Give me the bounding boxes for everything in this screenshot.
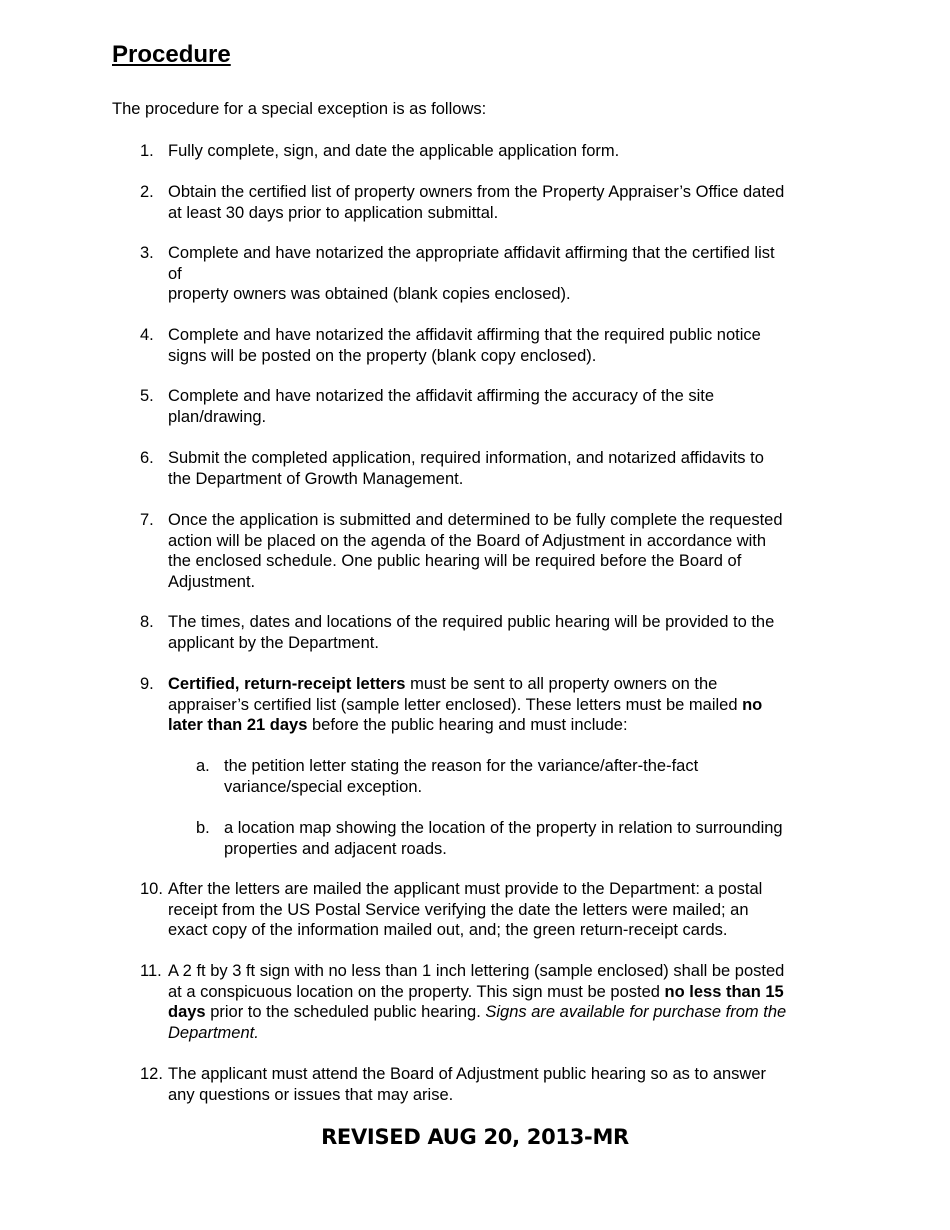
- item-text: [168, 1023, 845, 1044]
- list-item: [140, 879, 845, 941]
- item-text: signs will be posted on the property (blank copy enclosed).: [168, 346, 597, 365]
- item-number: 7.: [140, 511, 154, 529]
- item-text: Fully complete, sign, and date the applicable application form.: [168, 142, 620, 160]
- item-number: 4.: [140, 326, 154, 344]
- item-number: 3.: [140, 244, 154, 262]
- item-number: 9.: [140, 675, 154, 693]
- item-text: Complete and have notarized the affidavit affirming the accuracy of the site: [168, 387, 715, 405]
- item-number: 1.: [140, 142, 154, 160]
- item-text: of: [168, 264, 182, 283]
- list-item: [140, 243, 845, 284]
- item-text: property owners was obtained (blank copies enclosed).: [168, 285, 571, 303]
- item-text-part: appraiser’s certified list (sample letter enclosed). These letters must be mailed: [168, 695, 743, 714]
- item-text: After the letters are mailed the applicant must provide to the Department: a postal: [168, 880, 763, 898]
- item-text: The times, dates and locations of the required public hearing will be provided to the: [168, 613, 775, 631]
- emphasis-text: days: [168, 1003, 206, 1021]
- emphasis-text: Certified, return-receipt letters: [168, 675, 406, 693]
- item-text: action will be placed on the agenda of the Board of Adjustment in accordance with: [168, 531, 767, 550]
- emphasis-text: later than 21 days: [168, 716, 308, 734]
- item-text: plan/drawing.: [168, 407, 267, 426]
- item-text: [168, 982, 845, 1003]
- item-text: Complete and have notarized the affidavit affirming that the required public notice: [168, 326, 761, 344]
- italic-text: Signs are available for purchase from the: [485, 1003, 787, 1021]
- item-text: a location map showing the location of the property in relation to surrounding: [224, 819, 783, 837]
- item-number: 12.: [140, 1065, 163, 1083]
- list-item-continuation: [140, 284, 845, 305]
- list-item: [140, 1064, 845, 1105]
- item-text: receipt from the US Postal Service verifying the date the letters were mailed; an: [168, 900, 749, 919]
- page-title: Procedure: [112, 41, 231, 68]
- sub-item-letter: a.: [196, 757, 210, 775]
- item-text: the petition letter stating the reason for the variance/after-the-fact: [224, 757, 699, 775]
- list-item: [140, 448, 845, 489]
- item-text: Submit the completed application, required information, and notarized affidavits to: [168, 449, 764, 467]
- item-text-part: before the public hearing and must include:: [307, 716, 628, 734]
- item-text: variance/special exception.: [224, 777, 423, 796]
- list-item: [140, 961, 845, 1043]
- emphasis-text: no less than 15: [664, 982, 784, 1001]
- italic-text: Department.: [168, 1023, 259, 1042]
- item-number: 10.: [140, 880, 163, 898]
- list-item: [140, 510, 845, 592]
- item-text: A 2 ft by 3 ft sign with no less than 1 inch lettering (sample enclosed) shall be posted: [168, 962, 785, 980]
- item-text: [168, 695, 845, 716]
- item-text: exact copy of the information mailed out, and; the green return-receipt cards.: [168, 921, 728, 939]
- list-item: [140, 386, 845, 427]
- list-item: [140, 612, 845, 653]
- item-number: 11.: [140, 962, 162, 980]
- sub-item-letter: b.: [196, 819, 210, 837]
- sub-list-item: [196, 756, 846, 797]
- item-text: the enclosed schedule. One public hearing will be required before the Board of: [168, 552, 742, 570]
- item-number: 8.: [140, 613, 154, 631]
- item-text: the Department of Growth Management.: [168, 469, 464, 488]
- item-text: [168, 715, 845, 736]
- item-text: Obtain the certified list of property owners from the Property Appraiser’s Office dated: [168, 183, 785, 201]
- item-number: 5.: [140, 387, 154, 405]
- item-text: Complete and have notarized the appropriate affidavit affirming that the certified list: [168, 244, 775, 262]
- sub-list-item: [196, 818, 846, 859]
- list-item: [140, 325, 845, 366]
- intro-text: The procedure for a special exception is as follows:: [112, 100, 487, 118]
- list-item: [140, 141, 845, 162]
- item-number: 6.: [140, 449, 154, 467]
- item-text: Once the application is submitted and determined to be fully complete the requested: [168, 511, 783, 529]
- item-text: at least 30 days prior to application submittal.: [168, 203, 499, 222]
- list-item: [140, 674, 845, 736]
- item-text-part: prior to the scheduled public hearing.: [205, 1003, 486, 1021]
- item-text-part: must be sent to all property owners on the: [405, 675, 718, 693]
- item-text: properties and adjacent roads.: [224, 839, 447, 858]
- item-text-part: at a conspicuous location on the property. This sign must be posted: [168, 982, 665, 1001]
- item-text: Adjustment.: [168, 572, 256, 591]
- item-text: The applicant must attend the Board of Adjustment public hearing so as to answer: [168, 1065, 767, 1083]
- item-text: [168, 674, 845, 695]
- item-number: 2.: [140, 183, 154, 201]
- item-text: any questions or issues that may arise.: [168, 1085, 454, 1104]
- item-text: [168, 1002, 845, 1023]
- list-item: [140, 182, 845, 223]
- item-text: applicant by the Department.: [168, 633, 379, 652]
- emphasis-text: no: [742, 695, 763, 714]
- revision-footer: REVISED AUG 20, 2013-MR: [321, 1125, 629, 1149]
